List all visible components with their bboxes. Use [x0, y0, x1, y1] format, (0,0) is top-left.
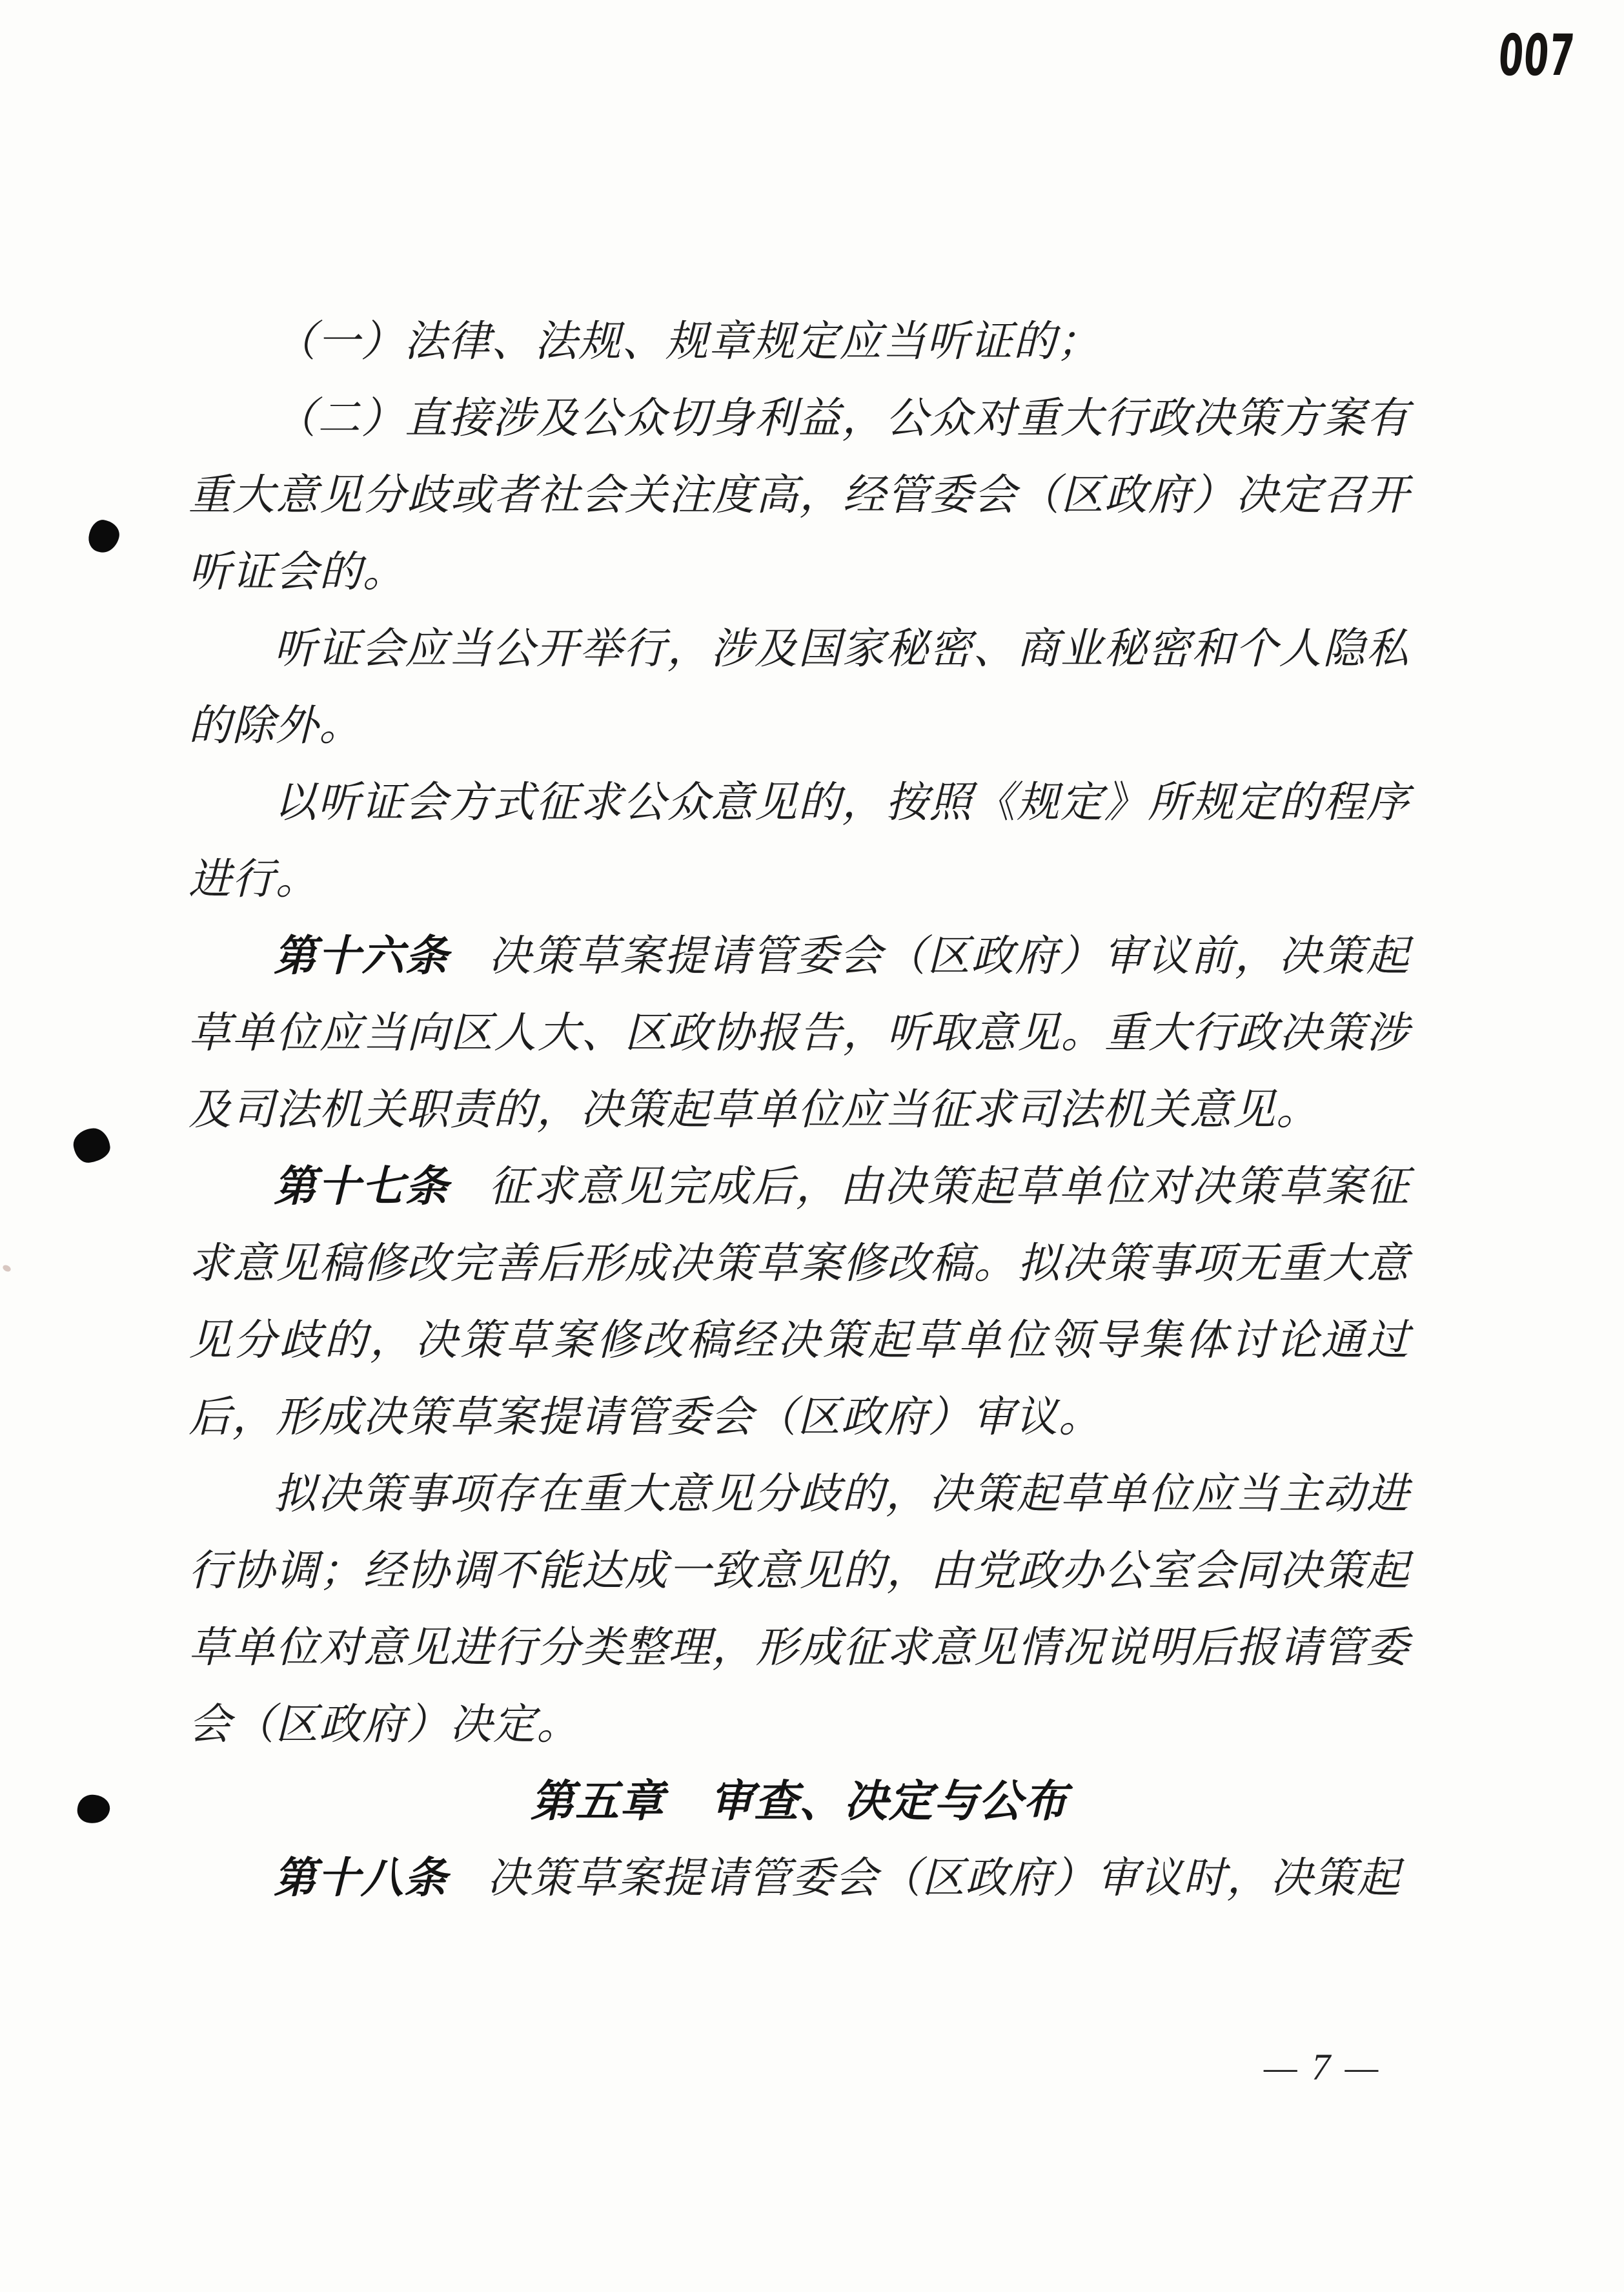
scan-speck: [2, 1264, 12, 1273]
page-number-stamp: 007: [1496, 22, 1578, 88]
document-body: [188, 303, 1410, 1917]
page-footer: — 7 —: [1264, 2046, 1381, 2088]
paragraph-text: 征求意见完成后，由决策起草单位对决策草案征求意见稿修改完善后形成决策草案修改稿。拟决策事项无重大意见分歧的，决策草案修改稿经决策起草单位领导集体讨论通过后，形成决策草案提请管委会（区政府）审议。: [188, 1163, 1410, 1441]
paragraph-text: 听证会应当公开举行，涉及国家秘密、商业秘密和个人隐私的除外。: [188, 626, 1410, 750]
article-number: 第十八条: [274, 1855, 448, 1902]
paragraph-text: 以听证会方式征求公众意见的，按照《规定》所规定的程序进行。: [188, 779, 1410, 903]
chapter-heading: 第五章 审查、决定与公布: [530, 1777, 1068, 1826]
paragraph-text: （二）直接涉及公众切身利益，公众对重大行政决策方案有重大意见分歧或者社会关注度高，经管委会（区政府）决定召开听证会的。: [188, 395, 1410, 596]
paragraph: [188, 1840, 1410, 1917]
paragraph: [188, 1149, 1410, 1456]
paragraph: [188, 611, 1410, 764]
article-number: 第十六条: [274, 933, 449, 980]
paragraph-text: 拟决策事项存在重大意见分歧的，决策起草单位应当主动进行协调；经协调不能达成一致意见的，由党政办公室会同决策起草单位对意见进行分类整理，形成征求意见情况说明后报请管委会（区政府）决定。: [188, 1471, 1410, 1748]
paragraph-text: 决策草案提请管委会（区政府）审议时，决策起: [487, 1855, 1401, 1902]
paragraph: [188, 380, 1410, 611]
article-number: 第十七条: [274, 1163, 449, 1211]
paragraph: [188, 764, 1410, 918]
paragraph: [188, 1456, 1410, 1763]
paragraph-text: （一）法律、法规、规章规定应当听证的；: [274, 318, 1101, 365]
paragraph: [188, 918, 1410, 1149]
ink-blob: [86, 517, 123, 556]
ink-blob: [72, 1126, 112, 1164]
ink-blob: [76, 1794, 111, 1825]
paragraph-text: 决策草案提请管委会（区政府）审议前，决策起草单位应当向区人大、区政协报告，听取意见。重大行政决策涉及司法机关职责的，决策起草单位应当征求司法机关意见。: [188, 933, 1410, 1134]
paragraph: [188, 303, 1410, 380]
